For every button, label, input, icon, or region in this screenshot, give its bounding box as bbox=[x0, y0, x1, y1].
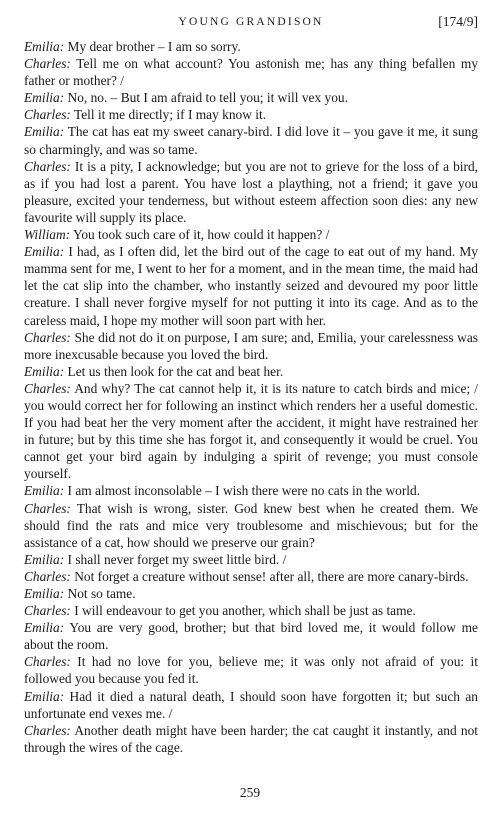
speaker-name: Emilia: bbox=[24, 363, 65, 379]
speaker-name: Emilia: bbox=[24, 620, 65, 636]
speaker-name: Charles: bbox=[24, 380, 71, 396]
dialogue-line bbox=[24, 722, 478, 756]
speaker-name: Emilia: bbox=[24, 586, 65, 601]
speaker-name: Charles: bbox=[24, 654, 71, 670]
dialogue-line bbox=[24, 585, 478, 602]
dialogue-line bbox=[24, 688, 478, 722]
dialogue-line bbox=[24, 500, 478, 551]
speech-text: Had it died a natural death, I should soon have forgotten it; but such an unfortunate end vexes me. / bbox=[24, 688, 478, 721]
speaker-name: Charles: bbox=[24, 107, 71, 123]
speech-text: It is a pity, I acknowledge; but you are not to grieve for the loss of a bird, as if you had lost a parent. You have lost a plaything, not a friend; it gave you pleasure, excited your tenderness, but without esteem affection soon dies: any new favourite will supply its place. bbox=[24, 158, 478, 225]
speaker-name: Charles: bbox=[24, 500, 71, 516]
speech-text: Tell it me directly; if I may know it. bbox=[73, 107, 267, 123]
dialogue-line bbox=[24, 568, 478, 585]
speech-text: Not so tame. bbox=[67, 586, 136, 601]
dialogue-line bbox=[24, 380, 478, 483]
speech-text: I am almost inconsolable – I wish there were no cats in the world. bbox=[67, 483, 421, 499]
speech-text: You took such care of it, how could it happen? / bbox=[72, 227, 330, 243]
speaker-name: Emilia: bbox=[24, 244, 65, 260]
speech-text: She did not do it on purpose, I am sure; and, Emilia, your carelessness was more inexcusable because you loved the bird. bbox=[24, 329, 478, 362]
dialogue-line bbox=[24, 158, 478, 226]
dialogue-text bbox=[24, 38, 478, 756]
page-number: 259 bbox=[239, 785, 261, 800]
speech-text: That wish is wrong, sister. God knew best when he created them. We should find the rats and mice very troublesome and mischievous; but for the assistance of a cat, how should we preserve our grain? bbox=[24, 500, 478, 550]
speaker-name: Emilia: bbox=[24, 39, 65, 54]
speech-text: I will endeavour to get you another, which shall be just as tame. bbox=[74, 603, 416, 619]
dialogue-line bbox=[24, 226, 478, 243]
speaker-name: Charles: bbox=[24, 722, 71, 738]
dialogue-line bbox=[24, 602, 478, 619]
running-head bbox=[24, 14, 478, 36]
speech-text: And why? The cat cannot help it, it is its nature to catch birds and mice; / you would correct her for following an instinct which renders her a useful domestic. If you had beat her the very moment after the accident, it might have restrained her in future; but by this time she has forgot it, and consequently it would be cruel. You cannot get your bird again by indulging a spirit of revenge; you must console yourself. bbox=[24, 380, 478, 482]
speech-text: My dear brother – I am so sorry. bbox=[67, 39, 241, 54]
speech-text: Tell me on what account? You astonish me; has any thing befallen my father or mother? / bbox=[24, 56, 479, 89]
speaker-name: Emilia: bbox=[24, 688, 65, 704]
dialogue-line bbox=[24, 89, 478, 106]
dialogue-line bbox=[24, 329, 478, 363]
speech-text: You are very good, brother; but that bird loved me, it would follow me about the room. bbox=[24, 620, 478, 653]
dialogue-line bbox=[24, 551, 478, 568]
dialogue-line bbox=[24, 38, 478, 55]
speaker-name: Emilia: bbox=[24, 483, 65, 499]
speaker-name: Charles: bbox=[24, 603, 71, 619]
speaker-name: Emilia: bbox=[24, 551, 65, 567]
speech-text: I shall never forget my sweet little bird. / bbox=[67, 551, 287, 567]
speaker-name: William: bbox=[24, 227, 71, 243]
speech-text: I had, as I often did, let the bird out of the cage to eat out of my hand. My mamma sent for me, I went to her for a moment, and in the mean time, the maid had let the cat slip into the chamber, who instantly seized and devoured my poor little creature. I shall never forgive myself for not putting it into its cage. And as to the careless maid, I hope my mother will soon part with her. bbox=[24, 244, 478, 328]
dialogue-line bbox=[24, 243, 478, 328]
dialogue-line bbox=[24, 55, 478, 89]
running-title: YOUNG GRANDISON bbox=[178, 16, 324, 28]
dialogue-line bbox=[24, 653, 478, 687]
speaker-name: Emilia: bbox=[24, 90, 65, 106]
speaker-name: Emilia: bbox=[24, 124, 65, 140]
speaker-name: Charles: bbox=[24, 568, 71, 584]
dialogue-line bbox=[24, 482, 478, 499]
dialogue-line bbox=[24, 363, 478, 380]
dialogue-line bbox=[24, 106, 478, 123]
speaker-name: Charles: bbox=[24, 329, 71, 345]
speech-text: No, no. – But I am afraid to tell you; it will vex you. bbox=[67, 90, 348, 106]
speech-text: Let us then look for the cat and beat her. bbox=[67, 363, 284, 379]
dialogue-line bbox=[24, 123, 478, 157]
speech-text: It had no love for you, believe me; it was only not afraid of you: it followed you because you fed it. bbox=[24, 654, 478, 687]
speaker-name: Charles: bbox=[24, 56, 71, 72]
speech-text: Not forget a creature without sense! after all, there are more canary-birds. bbox=[74, 568, 469, 584]
speech-text: The cat has eat my sweet canary-bird. I did love it – you gave it me, it sung so charmingly, and was so tame. bbox=[24, 124, 478, 157]
page-reference: [174/9] bbox=[438, 14, 478, 29]
speaker-name: Charles: bbox=[24, 158, 71, 174]
dialogue-line bbox=[24, 619, 478, 653]
speech-text: Another death might have been harder; the cat caught it instantly, and not through the wires of the cage. bbox=[24, 722, 479, 755]
